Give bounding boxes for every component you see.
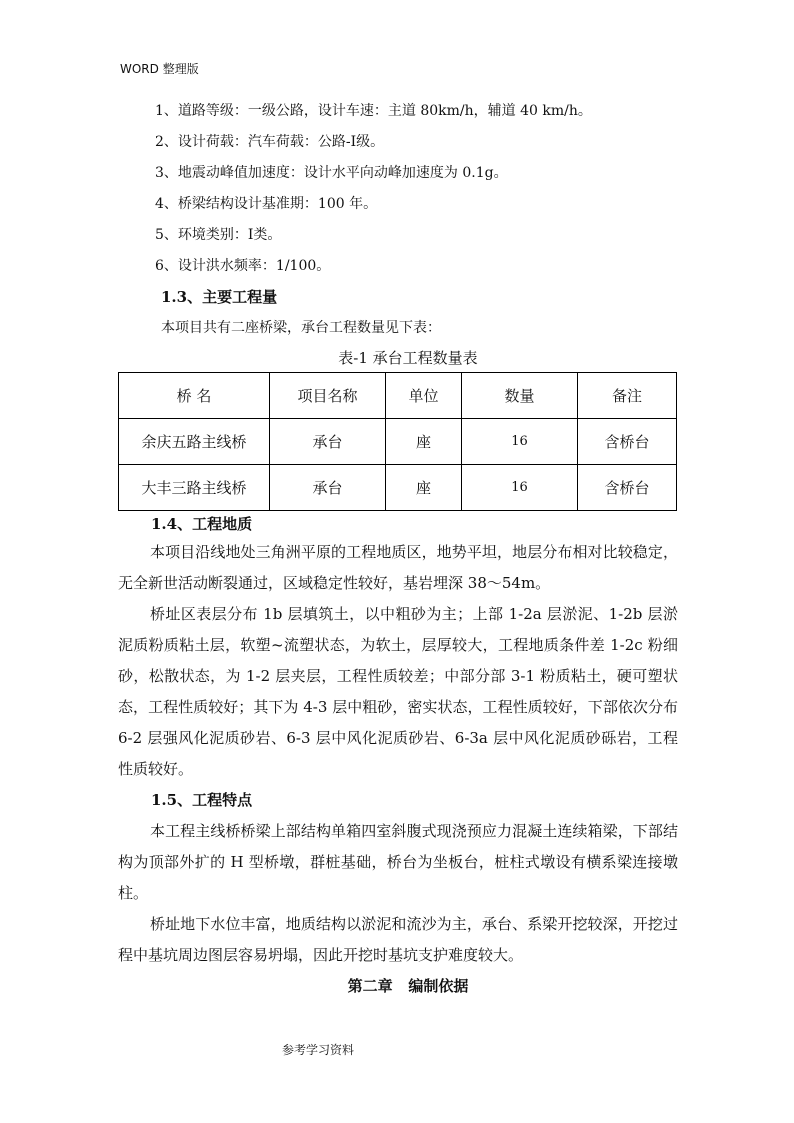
spec-item: 6、设计洪水频率：1/100。 [155,258,331,274]
table-cell: 大丰三路主线桥 [119,465,270,511]
document-body [118,96,678,1002]
table-cell: 座 [386,419,462,465]
table-header-row [119,373,677,419]
table-header-cell: 单位 [386,373,462,419]
paragraph: 桥址区表层分布 1b 层填筑土，以中粗砂为主；上部 1-2a 层淤泥、1-2b 层淤泥质粉质粘土层，软塑~流塑状态，为软土，层厚较大，工程地质条件差 1-2c 粉细砂，松散状态，为 1-2 层夹层，工程性质较差；中部分部 3-1 粉质粘土，硬可塑状态，工程性质较好；其下为 4-3 层中粗砂，密实状态，工程性质较好，下部依次分布 6-2 层强风化泥质砂岩、6-3 层中风化泥质砂岩、6-3a 层中风化泥质砂砾岩，工程性质较好。 [118,605,678,778]
paragraph: 本项目沿线地处三角洲平原的工程地质区，地势平坦，地层分布相对比较稳定，无全新世活动断裂通过，区域稳定性较好，基岩埋深 38～54m。 [118,543,678,592]
paragraph: 本工程主线桥桥梁上部结构单箱四室斜腹式现浇预应力混凝土连续箱梁，下部结构为顶部外扩的 H 型桥墩，群桩基础，桥台为坐板台，桩柱式墩设有横系梁连接墩柱。 [118,822,678,902]
spec-item: 1、道路等级：一级公路，设计车速：主道 80km/h，辅道 40 km/h。 [155,103,592,119]
table-header-cell: 桥 名 [119,373,270,419]
section-heading: 1.3、主要工程量 [161,288,278,306]
page-header: WORD 整理版 [120,62,199,76]
quantity-table [118,372,677,511]
table-header-cell: 备注 [578,373,677,419]
chapter-title: 第二章 编制依据 [347,977,469,995]
table-caption: 表-1 承台工程数量表 [338,349,478,367]
section-intro: 本项目共有二座桥梁，承台工程数量见下表： [161,320,441,336]
paragraph: 桥址地下水位丰富，地质结构以淤泥和流沙为主，承台、系梁开挖较深，开挖过程中基坑周边图层容易坍塌，因此开挖时基坑支护难度较大。 [118,915,678,964]
table-cell: 余庆五路主线桥 [119,419,270,465]
table-cell: 16 [462,419,578,465]
section-heading: 1.4、工程地质 [151,515,253,533]
spec-item: 2、设计荷载：汽车荷载：公路-Ⅰ级。 [155,134,385,150]
table-row [119,465,677,511]
spec-item: 4、桥梁结构设计基准期：100 年。 [155,196,378,212]
table-cell: 含桥台 [578,419,677,465]
table-cell: 16 [462,465,578,511]
spec-item: 5、环境类别：Ⅰ类。 [155,227,282,243]
table-header-cell: 项目名称 [270,373,386,419]
table-header-cell: 数量 [462,373,578,419]
spec-item: 3、地震动峰值加速度：设计水平向动峰加速度为 0.1g。 [155,165,508,181]
section-heading: 1.5、工程特点 [151,791,253,809]
table-row [119,419,677,465]
table-cell: 座 [386,465,462,511]
table-cell: 承台 [270,419,386,465]
page-footer: 参考学习资料 [282,1043,355,1057]
table-cell: 含桥台 [578,465,677,511]
table-cell: 承台 [270,465,386,511]
